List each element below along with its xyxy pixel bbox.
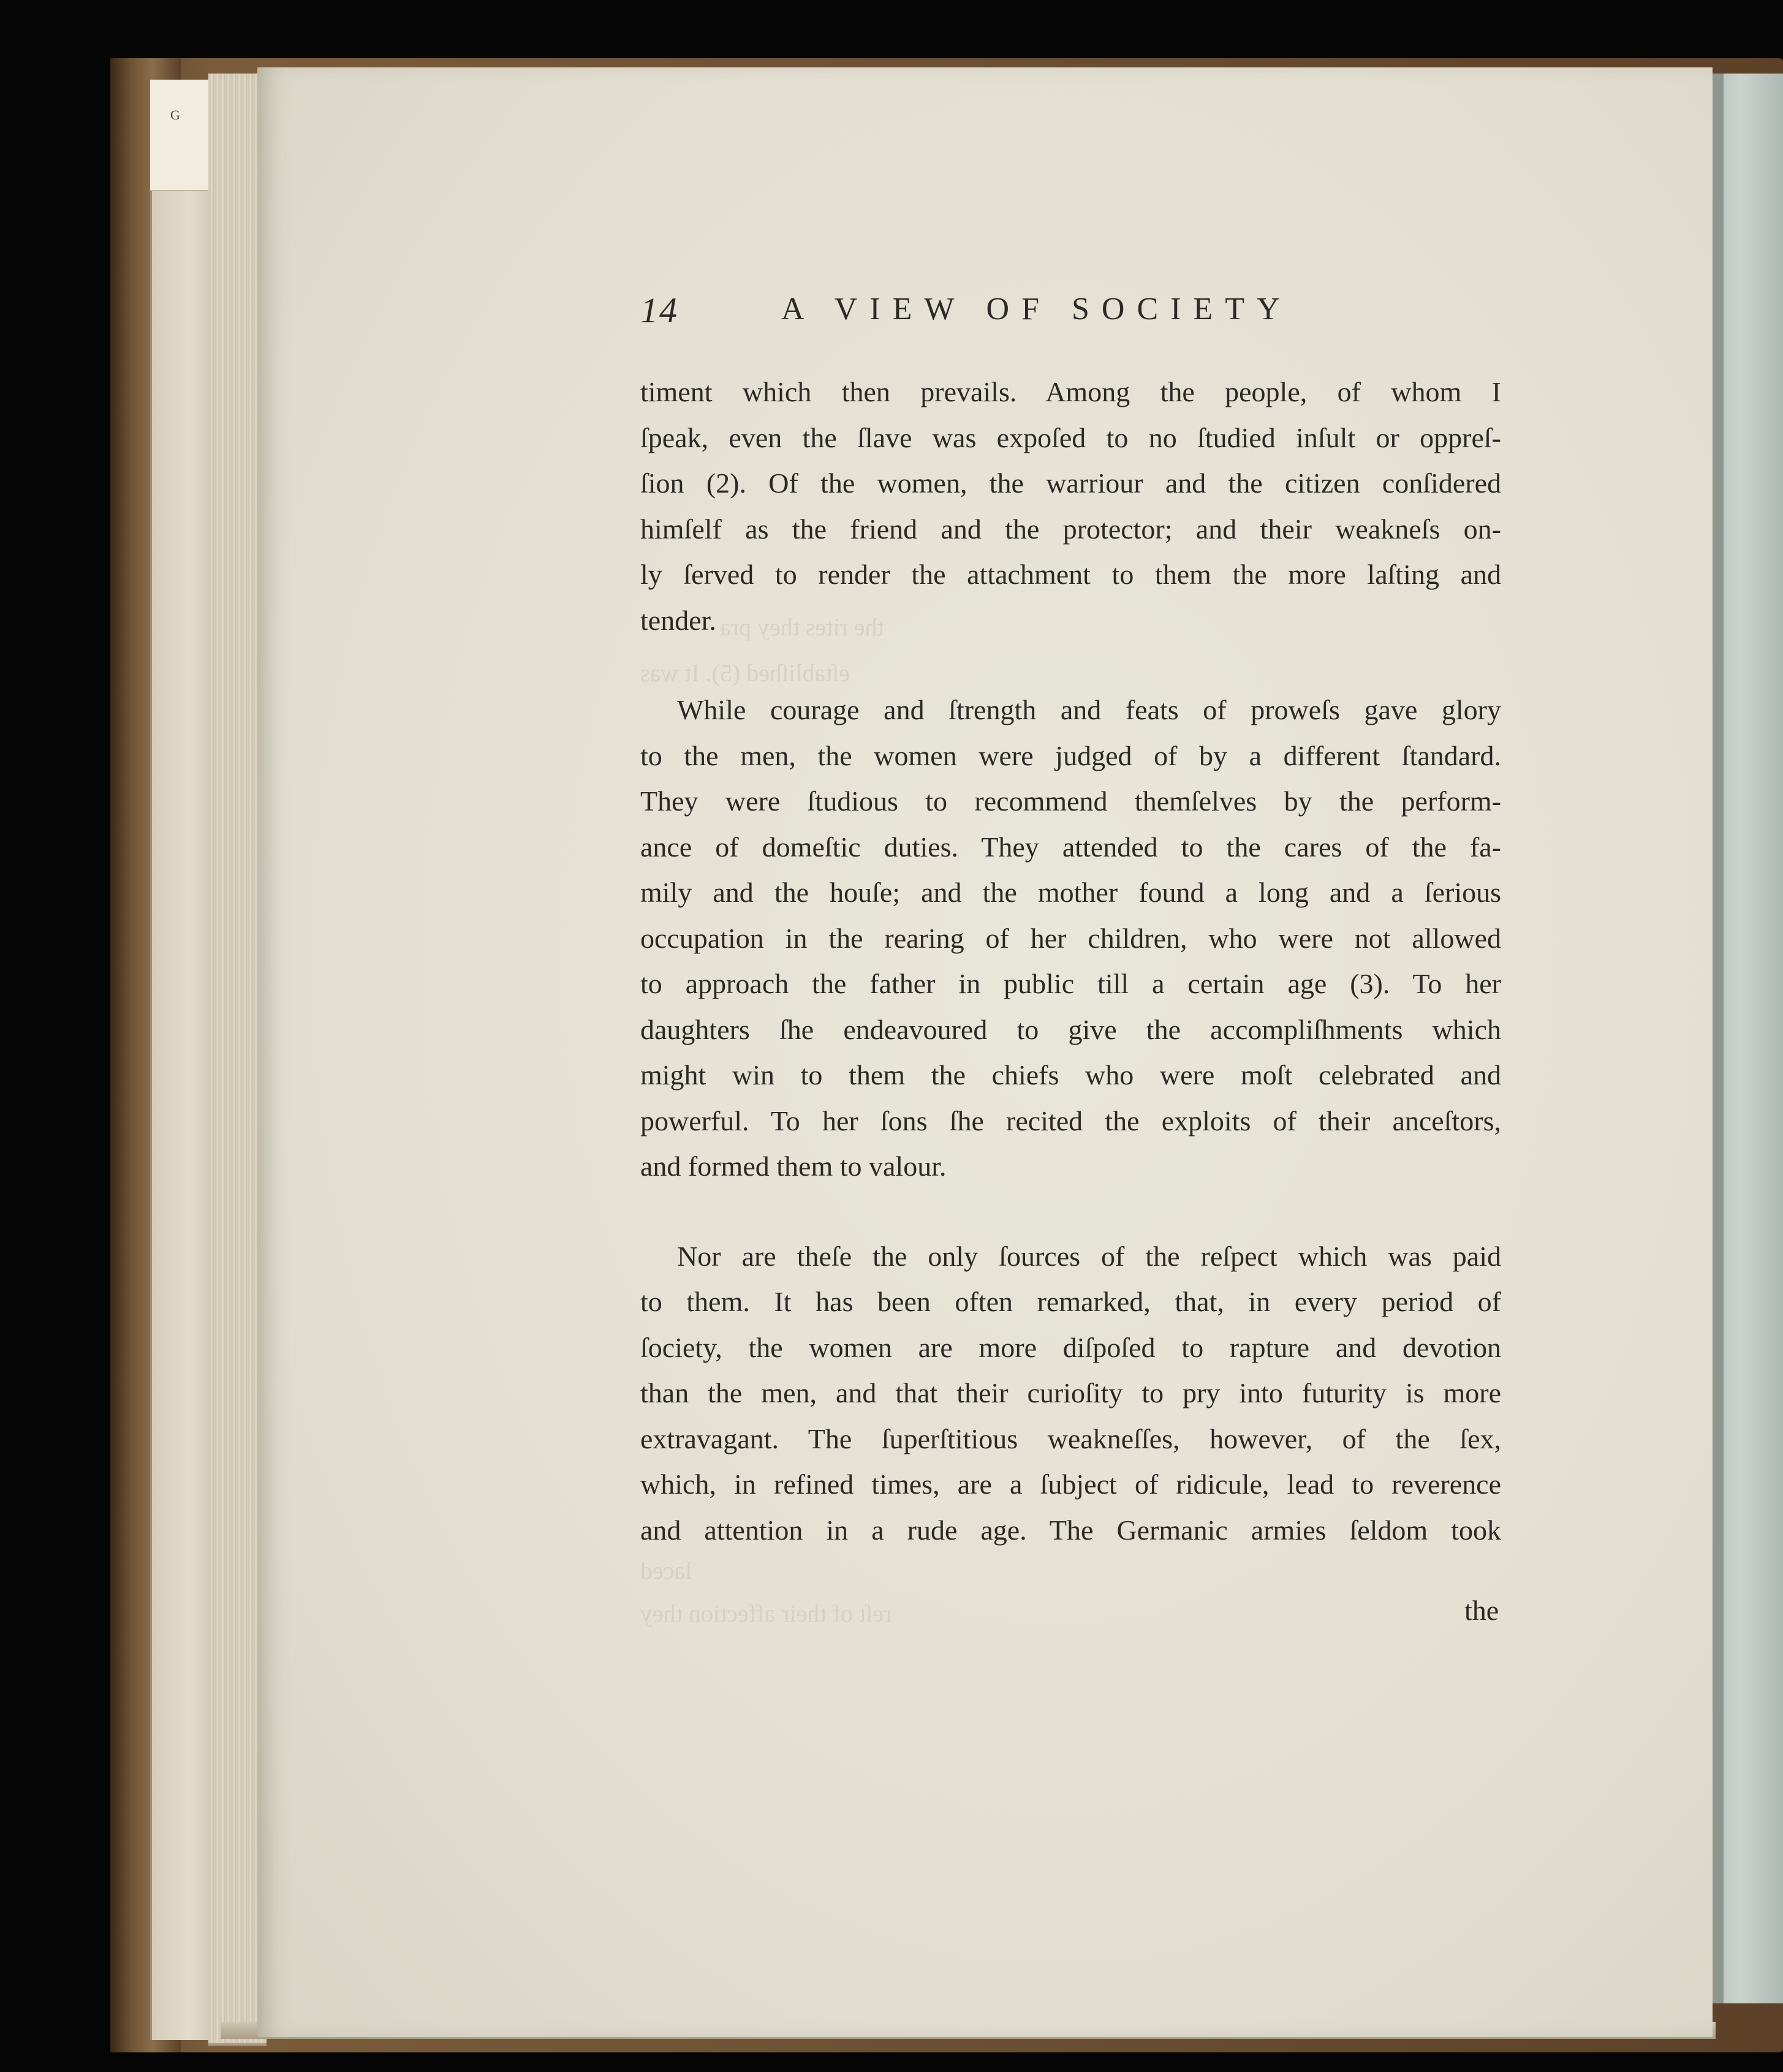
paragraph xyxy=(640,369,1501,643)
catchword: the xyxy=(1464,1595,1499,1626)
text-line: which, in refined times, are a ſubject of ridicule, lead to reverence xyxy=(640,1469,1501,1500)
text-line: Nor are theſe the only ſources of the reſpect which was paid xyxy=(677,1240,1501,1272)
show-through-text: laced xyxy=(640,1557,692,1584)
page-header xyxy=(640,285,1363,334)
page-number: 14 xyxy=(640,290,678,330)
text-line: powerful. To her ſons ſhe recited the exploits of their anceſtors, xyxy=(640,1105,1501,1136)
text-line: occupation in the rearing of her children, who were not allowed xyxy=(640,922,1501,954)
running-head: A VIEW OF SOCIETY xyxy=(781,292,1292,327)
gutter-mark: G xyxy=(170,107,180,123)
text-line: mily and the houſe; and the mother found a long and a ſerious xyxy=(640,877,1501,908)
text-line: might win to them the chiefs who were moſt celebrated and xyxy=(640,1059,1501,1091)
text-line: and attention in a rude age. The Germanic armies ſeldom took xyxy=(640,1514,1501,1546)
body-text xyxy=(640,369,1501,1553)
text-line: to approach the father in public till a certain age (3). To her xyxy=(640,968,1501,999)
show-through-text: the rites they pra xyxy=(720,613,884,641)
text-line: to the men, the women were judged of by a different ſtandard. xyxy=(640,739,1501,771)
text-line: ance of domeſtic duties. They attended to the cares of the fa- xyxy=(640,831,1501,863)
text-line: timent which then prevails. Among the people, of whom I xyxy=(640,376,1501,407)
text-line: ſion (2). Of the women, the warriour and the citizen conſidered xyxy=(640,467,1501,499)
text-line: daughters ſhe endeavoured to give the accompliſhments which xyxy=(640,1013,1501,1045)
show-through-text: eſtabliſhed (5). It was xyxy=(640,659,850,687)
text-line: ly ſerved to render the attachment to them the more laſting and xyxy=(640,559,1501,590)
text-line: While courage and ſtrength and feats of proweſs gave glory xyxy=(677,694,1501,725)
paragraph xyxy=(640,1234,1501,1554)
paragraph xyxy=(640,687,1501,1190)
text-line: than the men, and that their curioſity to pry into futurity is more xyxy=(640,1377,1501,1408)
text-line: extravagant. The ſuperſtitious weakneſſes, however, of the ſex, xyxy=(640,1423,1501,1454)
text-line: ſpeak, even the ſlave was expoſed to no ſtudied inſult or oppreſ- xyxy=(640,422,1501,453)
text-line: ſociety, the women are more diſpoſed to rapture and devotion xyxy=(640,1331,1501,1363)
text-line: himſelf as the friend and the protector; and their weakneſs on- xyxy=(640,513,1501,545)
right-board-edge xyxy=(1713,74,1724,2003)
show-through-text: reſt of their affection they xyxy=(640,1600,892,1627)
text-line: They were ſtudious to recommend themſelves by the perform- xyxy=(640,785,1501,817)
text-line: and formed them to valour. xyxy=(640,1151,947,1182)
text-line: to them. It has been often remarked, that, in every period of xyxy=(640,1286,1501,1317)
text-line: tender. xyxy=(640,604,716,636)
